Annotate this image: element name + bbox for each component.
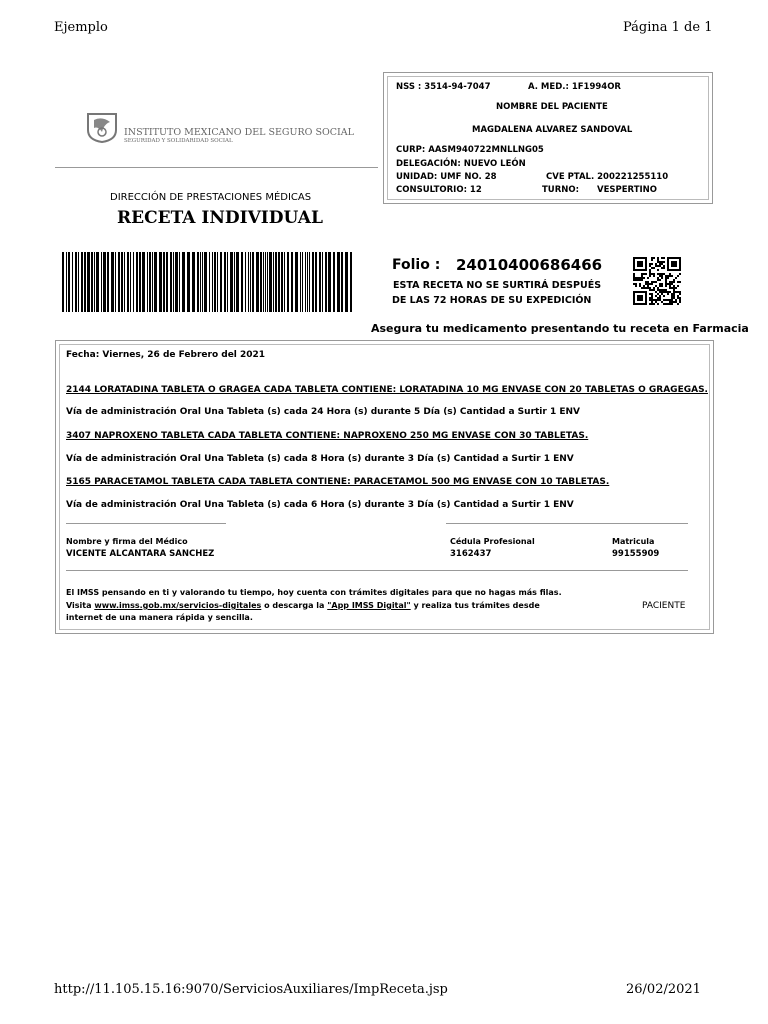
cedula-label: Cédula Profesional — [450, 537, 535, 546]
divider — [55, 167, 378, 168]
digital-line1: El IMSS pensando en ti y valorando tu tiempo, hoy cuenta con trámites digitales para que no hagas más filas. — [66, 588, 562, 597]
doctor-name-label: Nombre y firma del Médico — [66, 537, 188, 546]
patient-box — [383, 72, 713, 204]
barcode — [62, 252, 354, 312]
footer-url: http://11.105.15.16:9070/ServiciosAuxiliares/ImpReceta.jsp — [54, 982, 448, 997]
dosage-2: Vía de administración Oral Una Tableta (s) cada 8 Hora (s) durante 3 Día (s) Cantidad a Surtir 1 ENV — [66, 454, 574, 464]
agregado-medico: A. MED.: 1F1994OR — [528, 82, 621, 92]
divider — [446, 523, 688, 524]
matricula: 99155909 — [612, 549, 660, 559]
header-left: Ejemplo — [54, 20, 108, 35]
cve-ptal: CVE PTAL. 200221255110 — [546, 172, 669, 182]
dosage-3: Vía de administración Oral Una Tableta (s) cada 6 Hora (s) durante 3 Día (s) Cantidad a Surtir 1 ENV — [66, 500, 574, 510]
medication-3: 5165 PARACETAMOL TABLETA CADA TABLETA CONTIENE: PARACETAMOL 500 MG ENVASE CON 10 TABLETAS. — [66, 477, 610, 487]
doctor-name: VICENTE ALCANTARA SANCHEZ — [66, 549, 215, 559]
folio-number: 24010400686466 — [456, 256, 603, 274]
digital-line3: internet de una manera rápida y sencilla. — [66, 613, 253, 622]
page-title: RECETA INDIVIDUAL — [117, 208, 323, 228]
medication-2: 3407 NAPROXENO TABLETA CADA TABLETA CONTIENE: NAPROXENO 250 MG ENVASE CON 30 TABLETAS. — [66, 431, 589, 441]
page-number: Página 1 de 1 — [623, 20, 713, 35]
imss-logo-icon — [84, 110, 120, 144]
matricula-label: Matricula — [612, 537, 655, 546]
copy-label: PACIENTE — [642, 601, 686, 611]
app-name: "App IMSS Digital" — [327, 601, 411, 610]
divider — [66, 523, 226, 524]
unidad: UNIDAD: UMF NO. 28 — [396, 172, 497, 182]
expiry-notice-line2: DE LAS 72 HORAS DE SU EXPEDICIÓN — [392, 295, 592, 306]
turno-label: TURNO: — [542, 185, 579, 195]
folio-label: Folio : — [392, 257, 441, 273]
patient-name-label: NOMBRE DEL PACIENTE — [496, 102, 608, 112]
footer-date: 26/02/2021 — [626, 982, 701, 997]
medication-1: 2144 LORATADINA TABLETA O GRAGEA CADA TABLETA CONTIENE: LORATADINA 10 MG ENVASE CON 20 TABLETAS O GRAGEGAS. — [66, 385, 708, 395]
nss: NSS : 3514-94-7047 — [396, 82, 491, 92]
institution-name: INSTITUTO MEXICANO DEL SEGURO SOCIAL — [124, 127, 354, 138]
cedula: 3162437 — [450, 549, 492, 559]
turno: VESPERTINO — [597, 185, 658, 195]
consultorio: CONSULTORIO: 12 — [396, 185, 482, 195]
prescription-date: Fecha: Viernes, 26 de Febrero del 2021 — [66, 350, 266, 360]
institution-tagline: SEGURIDAD Y SOLIDARIDAD SOCIAL — [124, 138, 233, 144]
expiry-notice-line1: ESTA RECETA NO SE SURTIRÁ DESPUÉS — [393, 280, 602, 291]
qr-code — [633, 257, 681, 305]
delegacion: DELEGACIÓN: NUEVO LEÓN — [396, 159, 526, 169]
digital-line2: Visita www.imss.gob.mx/servicios-digitales o descarga la "App IMSS Digital" y realiza tus trámites desde — [66, 601, 540, 610]
imss-digital-link[interactable]: www.imss.gob.mx/servicios-digitales — [94, 601, 262, 610]
patient-name: MAGDALENA ALVAREZ SANDOVAL — [472, 125, 633, 135]
divider — [66, 570, 688, 571]
prescription-box — [55, 340, 714, 634]
direction-label: DIRECCIÓN DE PRESTACIONES MÉDICAS — [110, 192, 312, 203]
pharmacy-note: Asegura tu medicamento presentando tu receta en Farmacia — [371, 322, 749, 335]
dosage-1: Vía de administración Oral Una Tableta (s) cada 24 Hora (s) durante 5 Día (s) Cantidad a Surtir 1 ENV — [66, 407, 581, 417]
curp: CURP: AASM940722MNLLNG05 — [396, 145, 544, 155]
